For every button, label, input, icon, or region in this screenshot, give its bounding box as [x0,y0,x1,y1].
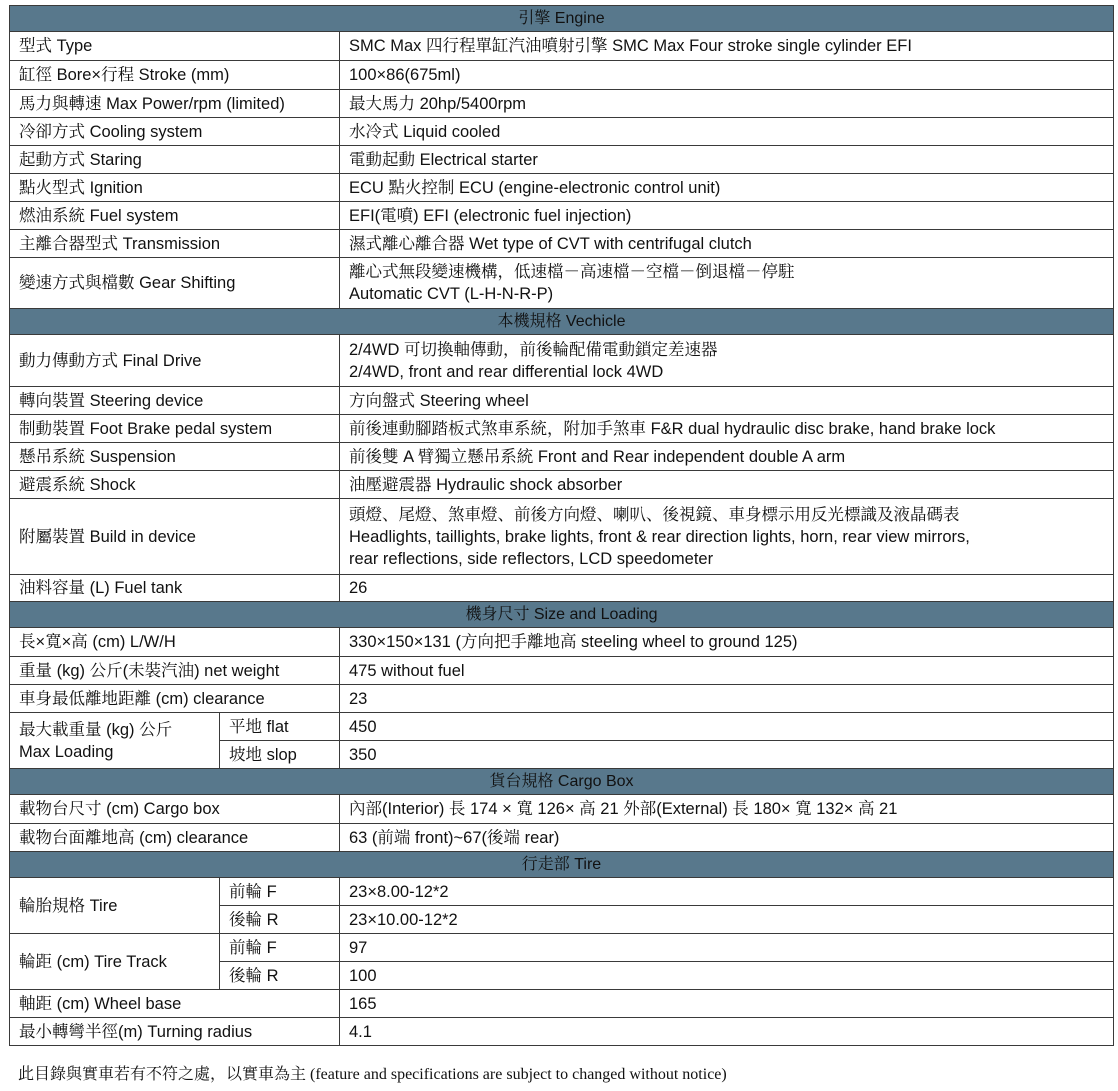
value-line: rear reflections, side reflectors, LCD speedometer [349,549,714,568]
row-value: 63 (前端 front)~67(後端 rear) [340,824,1114,852]
row-label: 變速方式與檔數 Gear Shifting [10,258,340,309]
row-value: 100×86(675ml) [340,61,1114,90]
row-label: 載物台面離地高 (cm) clearance [10,824,340,852]
value-line: Automatic CVT (L-H-N-R-P) [349,285,554,303]
row-value: 100 [340,962,1114,990]
row-sublabel: 坡地 slop [220,741,340,769]
row-value: 內部(Interior) 長 174 × 寬 126× 高 21 外部(External) 長 180× 寬 132× 高 21 [340,795,1114,824]
row-label: 附屬裝置 Build in device [10,499,340,575]
table-row [10,657,1114,685]
row-value: 97 [340,934,1114,962]
row-label: 點火型式 Ignition [10,174,340,202]
value-line: 頭燈、尾燈、煞車燈、前後方向燈、喇叭、後視鏡、車身標示用反光標識及液晶碼表 [349,505,960,524]
table-row [10,146,1114,174]
row-label: 主離合器型式 Transmission [10,230,340,258]
row-label: 冷卻方式 Cooling system [10,118,340,146]
table-row [10,990,1114,1018]
row-label: 缸徑 Bore×行程 Stroke (mm) [10,61,340,90]
row-label: 軸距 (cm) Wheel base [10,990,340,1018]
row-value: 最大馬力 20hp/5400rpm [340,90,1114,118]
row-value [340,335,1114,387]
table-row [10,1018,1114,1046]
row-label: 油料容量 (L) Fuel tank [10,575,340,602]
row-label: 重量 (kg) 公斤(未裝汽油) net weight [10,657,340,685]
footnote: 此目錄與實車若有不符之處，以實車為主 (feature and specifications are subject to changed without notice) [18,1066,727,1083]
row-sublabel: 後輪 R [220,962,340,990]
table-row [10,499,1114,575]
row-value: 濕式離心離合器 Wet type of CVT with centrifugal clutch [340,230,1114,258]
table-row [10,443,1114,471]
row-label: 制動裝置 Foot Brake pedal system [10,415,340,443]
row-sublabel: 前輪 F [220,934,340,962]
row-label: 車身最低離地距離 (cm) clearance [10,685,340,713]
table-row [10,575,1114,602]
row-label: 懸吊系統 Suspension [10,443,340,471]
section-title: 行走部 Tire [10,852,1114,878]
table-row [10,258,1114,309]
table-row [10,713,1114,741]
row-label: 載物台尺寸 (cm) Cargo box [10,795,340,824]
row-label: 輪距 (cm) Tire Track [10,934,220,990]
row-value: 23×10.00-12*2 [340,906,1114,934]
row-value [340,499,1114,575]
table-row [10,32,1114,61]
table-row [10,387,1114,415]
row-value: 475 without fuel [340,657,1114,685]
spec-table [9,5,1114,1046]
table-row [10,934,1114,962]
value-line: 離心式無段變速機構，低速檔－高速檔－空檔－倒退檔－停駐 [349,263,795,281]
table-row [10,230,1114,258]
row-label [10,713,220,769]
row-value: 165 [340,990,1114,1018]
table-row [10,795,1114,824]
row-value: 前後雙 A 臂獨立懸吊系統 Front and Rear independent double A arm [340,443,1114,471]
row-value: 350 [340,741,1114,769]
table-row [10,61,1114,90]
table-row [10,202,1114,230]
row-value: 23×8.00-12*2 [340,878,1114,906]
table-row [10,628,1114,657]
row-value: 電動起動 Electrical starter [340,146,1114,174]
table-row [10,90,1114,118]
table-row [10,415,1114,443]
row-value [340,258,1114,309]
row-label: 起動方式 Staring [10,146,340,174]
section-size [10,602,1114,628]
row-value: 23 [340,685,1114,713]
section-vehicle [10,309,1114,335]
table-row [10,174,1114,202]
label-line: 最大載重量 (kg) 公斤 [19,720,173,739]
row-label: 避震系統 Shock [10,471,340,499]
row-label: 型式 Type [10,32,340,61]
label-line: Max Loading [19,742,114,761]
section-engine [10,6,1114,32]
row-sublabel: 前輪 F [220,878,340,906]
row-label: 轉向裝置 Steering device [10,387,340,415]
row-sublabel: 後輪 R [220,906,340,934]
row-sublabel: 平地 flat [220,713,340,741]
section-title: 機身尺寸 Size and Loading [10,602,1114,628]
row-value: 油壓避震器 Hydraulic shock absorber [340,471,1114,499]
row-value: 450 [340,713,1114,741]
table-row [10,878,1114,906]
section-title: 引擎 Engine [10,6,1114,32]
row-label: 輪胎規格 Tire [10,878,220,934]
row-label: 燃油系統 Fuel system [10,202,340,230]
value-line: Headlights, taillights, brake lights, front & rear direction lights, horn, rear view mirrors, [349,527,970,546]
row-value: 26 [340,575,1114,602]
table-row [10,471,1114,499]
row-value: SMC Max 四行程單缸汽油噴射引擎 SMC Max Four stroke single cylinder EFI [340,32,1114,61]
row-value: 4.1 [340,1018,1114,1046]
row-label: 動力傳動方式 Final Drive [10,335,340,387]
value-line: 2/4WD, front and rear differential lock 4WD [349,362,664,381]
row-value: 方向盤式 Steering wheel [340,387,1114,415]
table-row [10,824,1114,852]
row-value: ECU 點火控制 ECU (engine-electronic control unit) [340,174,1114,202]
row-label: 馬力與轉速 Max Power/rpm (limited) [10,90,340,118]
row-value: 水冷式 Liquid cooled [340,118,1114,146]
section-title: 貨台規格 Cargo Box [10,769,1114,795]
row-label: 最小轉彎半徑(m) Turning radius [10,1018,340,1046]
value-line: 2/4WD 可切換軸傳動，前後輪配備電動鎖定差速器 [349,340,718,359]
row-value: 330×150×131 (方向把手離地高 steeling wheel to ground 125) [340,628,1114,657]
row-value: EFI(電噴) EFI (electronic fuel injection) [340,202,1114,230]
row-value: 前後連動腳踏板式煞車系統，附加手煞車 F&R dual hydraulic disc brake, hand brake lock [340,415,1114,443]
section-cargo [10,769,1114,795]
section-tire [10,852,1114,878]
section-title: 本機規格 Vechicle [10,309,1114,335]
row-label: 長×寬×高 (cm) L/W/H [10,628,340,657]
table-row [10,335,1114,387]
table-row [10,118,1114,146]
table-row [10,685,1114,713]
